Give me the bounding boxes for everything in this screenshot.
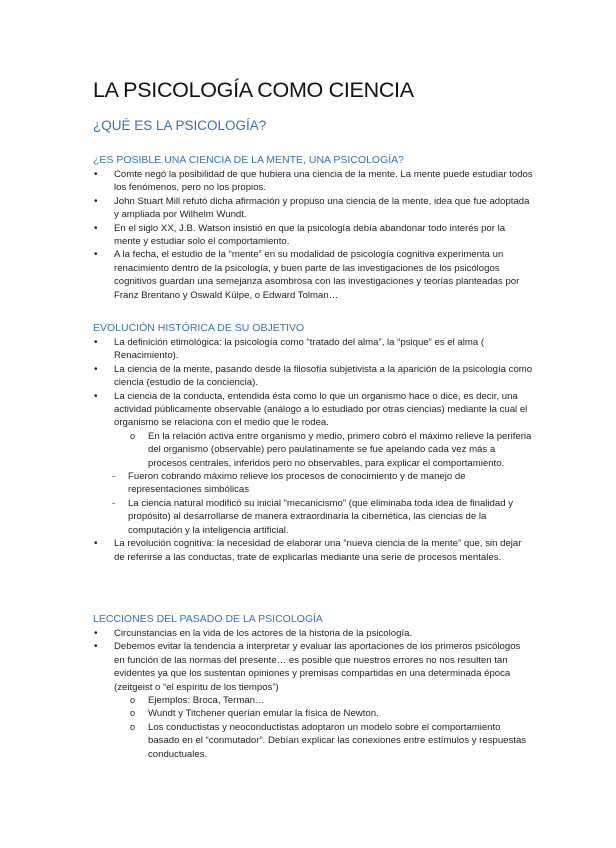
list-item-text: En la relación activa entre organismo y medio, primero cobró el máximo relieve la periferia del organismo (observable) pero paulatinamente se fue apelando cada vez más a procesos centrales, inferidos pero no observables, para explicar el comportamiento.: [148, 430, 532, 469]
bullet-marker: •: [94, 195, 98, 207]
list-item: [93, 168, 533, 195]
bullet-marker: •: [94, 222, 98, 234]
bullet-marker: •: [94, 337, 98, 348]
list-item-text: Debemos evitar la tendencia a interpretar y evaluar las aportaciones de los primeros psicólogos en función de las normas del presente… es posible que nuestros errores no nos resulten tan evidentes ya que los sustentan opiniones y premisas compartidas en una determinada época (zeitgeist o “el espíritu de los tiempos”): [114, 641, 521, 693]
list-item-text: Los conductistas y neoconductistas adoptaron un modelo sobre el comportamiento basado en el “conmutador”. Debían explicar las conexiones entre estímulos y respuestas conductuales.: [148, 721, 527, 760]
section-lessons-past: [93, 612, 533, 761]
dash-marker: -: [112, 497, 116, 509]
list-item: [93, 363, 533, 390]
list-item-text: Ejemplos: Broca, Terman…: [148, 695, 265, 707]
list-item: [93, 222, 533, 249]
bullet-list: [93, 627, 533, 761]
bullet-marker: •: [94, 390, 98, 402]
section-heading: ¿ES POSIBLE UNA CIENCIA DE LA MENTE, UNA PSICOLOGÍA?: [93, 154, 405, 166]
bullet-list: [93, 336, 533, 564]
bullet-list: [93, 168, 533, 302]
list-item: [93, 248, 533, 302]
sub-list-item: [93, 721, 533, 761]
circle-marker: o: [130, 708, 136, 719]
list-item-text: Wundt y Titchener querían emular la física de Newton.: [148, 708, 379, 720]
list-item-text: Comte negó la posibilidad de que hubiera una ciencia de la mente. La mente puede estudiar todos los fenómenos, pero no los propios.: [114, 169, 533, 194]
list-item: [93, 627, 533, 640]
list-item: [93, 537, 533, 564]
bullet-marker: •: [94, 641, 98, 653]
list-item-text: Fueron cobrando máximo relieve los procesos de conocimiento y de manejo de representaciones simbólicas: [128, 471, 466, 496]
list-item-text: La ciencia natural modificó su inicial “mecanicismo” (que eliminaba toda idea de finalidad y propósito) al desarrollarse de manera extraordinaria la cibernética, las ciencias de la computación y la inteligencia artificial.: [128, 497, 514, 536]
list-item: [93, 640, 533, 694]
bullet-marker: •: [94, 169, 98, 180]
list-item: [93, 336, 533, 363]
list-item: [93, 390, 533, 430]
dash-marker: -: [112, 471, 116, 483]
list-item-text: La revolución cognitiva: la necesidad de elaborar una “nueva ciencia de la mente” que, sin dejar de referirse a las conductas, trate de explicarlas mediante una serie de procesos mentales.: [114, 538, 522, 563]
list-item-text: Circunstancias en la vida de los actores de la historia de la psicología.: [114, 628, 413, 639]
dash-list-item: [93, 470, 533, 497]
bullet-marker: •: [94, 628, 98, 639]
list-item-text: John Stuart Mill refutó dicha afirmación y propuso una ciencia de la mente, idea que fue adoptada y ampliada por Wilhelm Wundt.: [114, 195, 530, 221]
sub-list-item: [93, 430, 533, 470]
sub-list-item: [93, 694, 533, 707]
dash-list-item: [93, 497, 533, 537]
list-item-text: La definición etimológica: la psicología como “tratado del alma”, la “psique” es el alma ( Renacimiento).: [114, 337, 485, 362]
list-item-text: La ciencia de la conducta, entendida ésta como lo que un organismo hace o dice, es decir, una actividad públicamente observable (análogo a lo estudiado por otras ciencias) mediante la cual el organismo se relaciona con el medio que le rodea.: [114, 390, 528, 429]
circle-marker: o: [130, 430, 136, 441]
list-item-text: En el siglo XX, J.B. Watson insistió en que la psicología debía abandonar todo interés por la mente y estudiar solo el comportamiento.: [114, 222, 506, 248]
list-item-text: La ciencia de la mente, pasando desde la filosofía subjetivista a la aparición de la psicología como ciencia (estudio de la conciencia).: [114, 363, 533, 389]
bullet-marker: •: [94, 249, 98, 261]
section-historical-evolution: [93, 321, 533, 564]
section-heading: EVOLUCIÓN HISTÓRICA DE SU OBJETIVO: [93, 322, 305, 334]
document-subtitle: ¿QUÉ ES LA PSICOLOGÍA?: [93, 118, 267, 133]
section-mind-science: [93, 153, 533, 302]
bullet-marker: •: [94, 538, 98, 550]
section-heading: LECCIONES DEL PASADO DE LA PSICOLOGÍA: [93, 613, 323, 625]
list-item-text: A la fecha, el estudio de la “mente” en su modalidad de psicología cognitiva experimenta un renacimiento dentro de la psicología, y buen parte de las investigaciones de los psicólogos cognitivos guardan una semejanza asombrosa con las investigaciones y teorías planteadas por Franz Brentano y Oswald Külpe, o Edward Tolman…: [114, 249, 520, 301]
circle-marker: o: [130, 695, 136, 706]
sub-list-item: [93, 707, 533, 720]
bullet-marker: •: [94, 363, 98, 375]
list-item: [93, 195, 533, 222]
document-title: LA PSICOLOGÍA COMO CIENCIA: [93, 78, 414, 102]
circle-marker: o: [130, 721, 136, 732]
